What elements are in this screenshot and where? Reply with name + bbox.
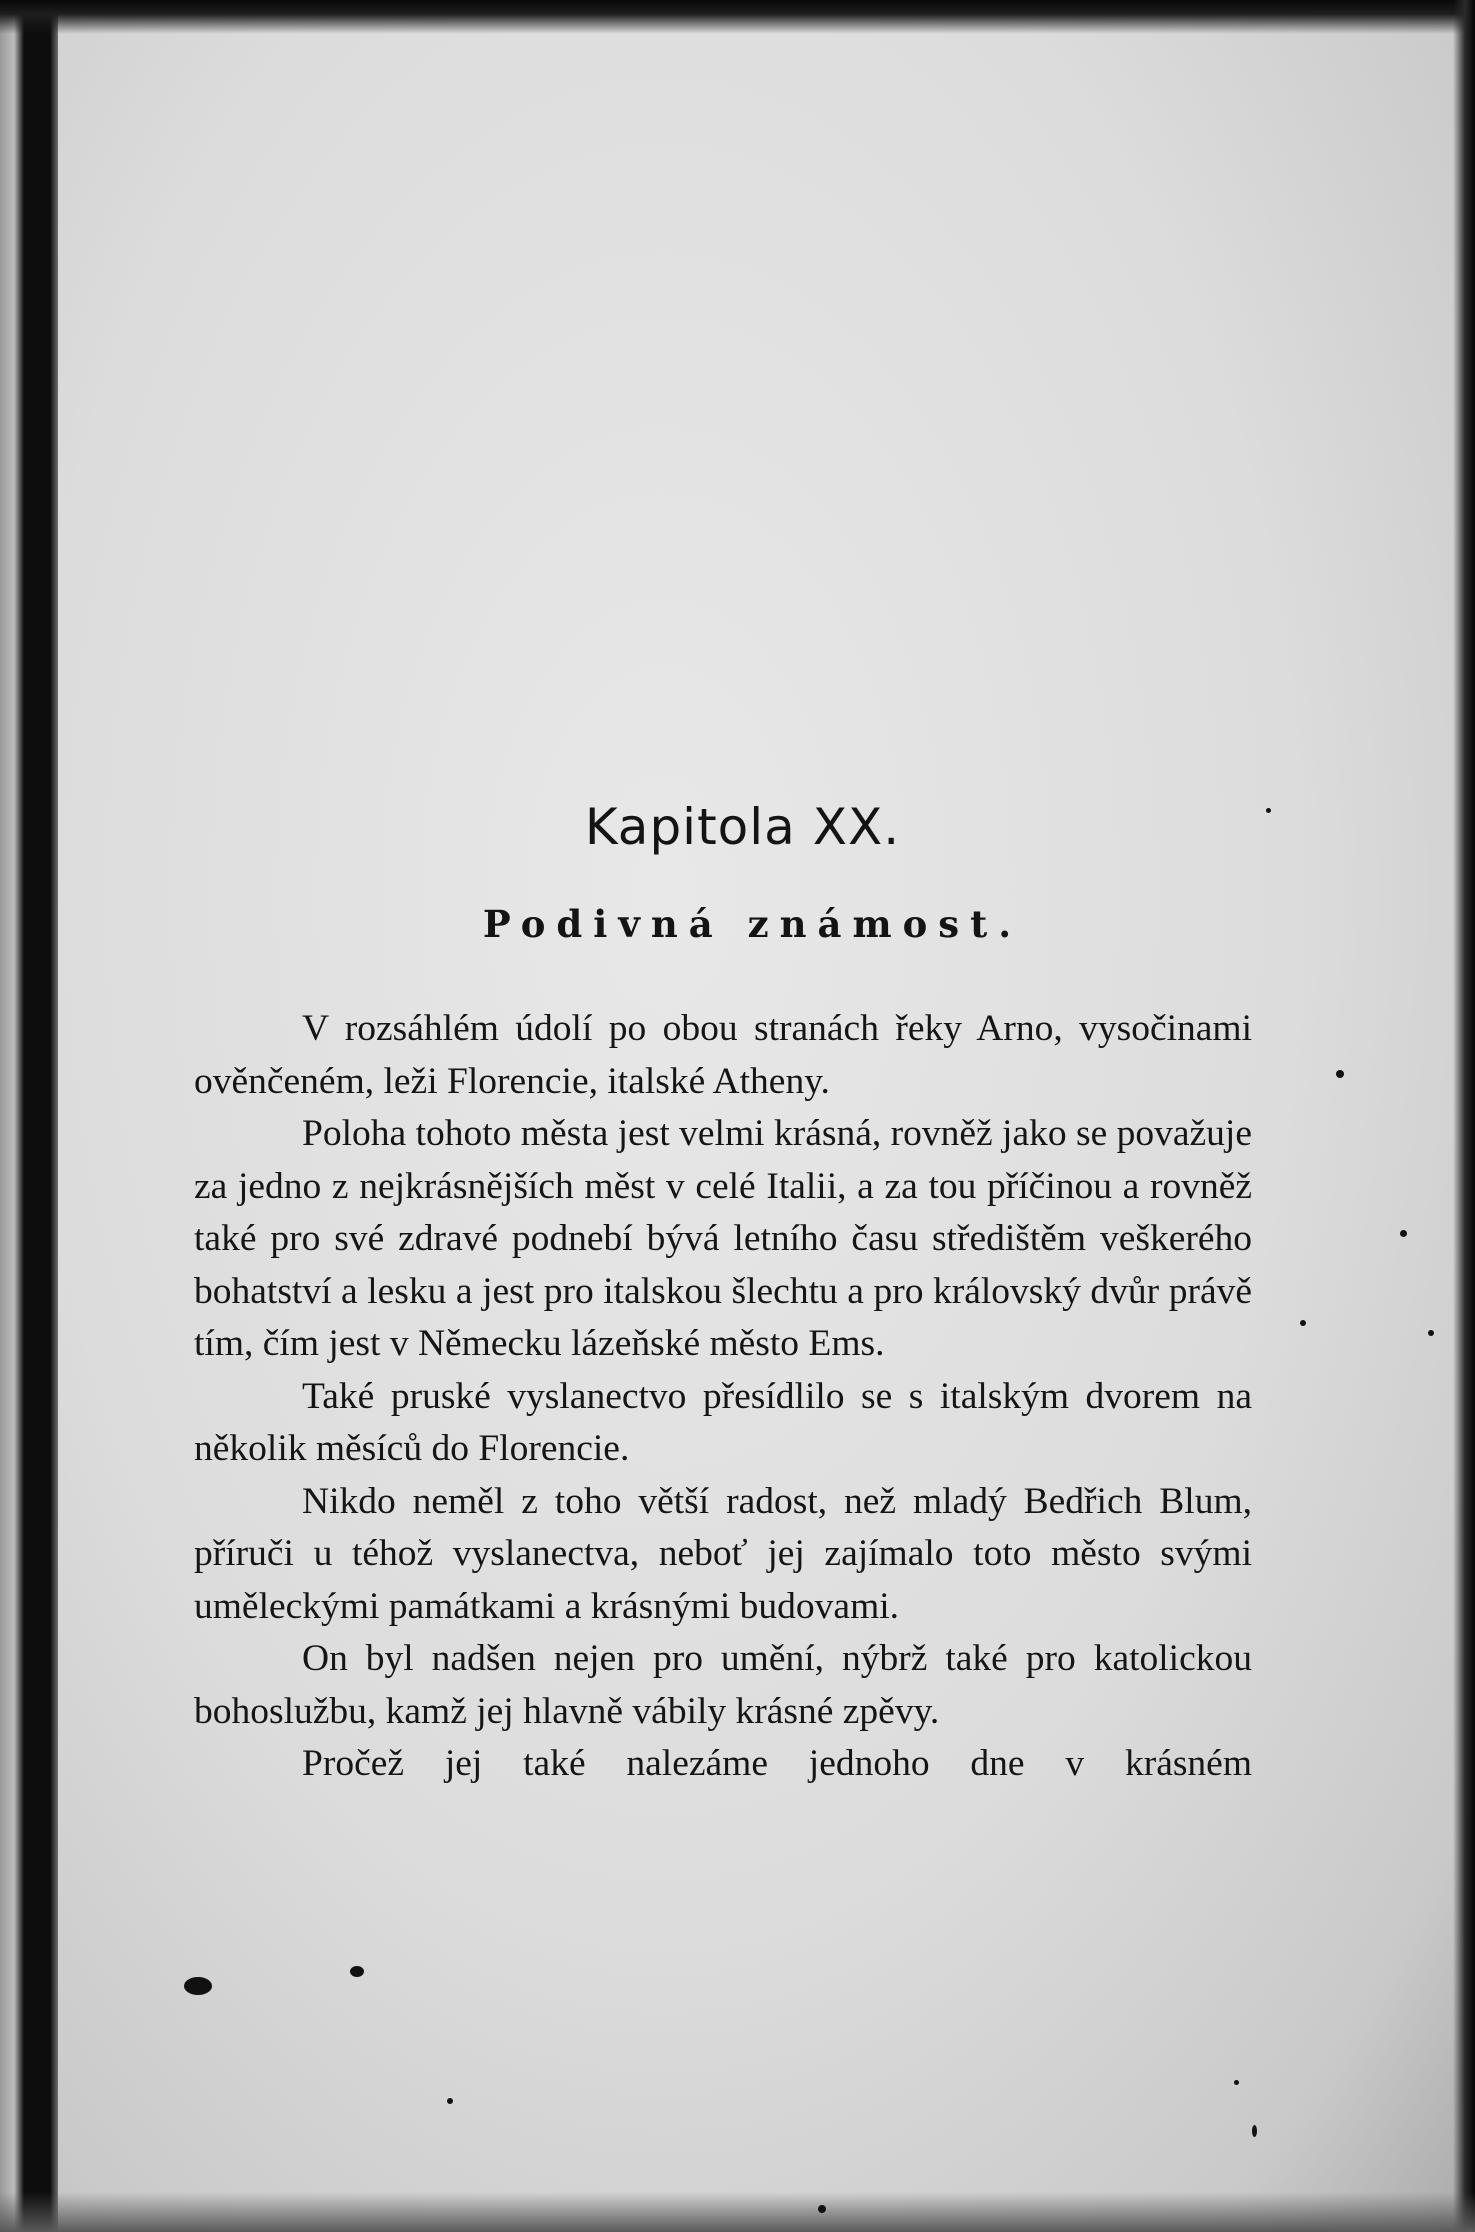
paragraph: On byl nadšen nejen pro umění, nýbrž také pro katolickou bohoslužbu, kamž jej hlavně vábily krásné zpěvy. — [194, 1638, 1252, 1732]
scan-speck — [1336, 1070, 1344, 1078]
paragraph: Poloha tohoto města jest velmi krásná, rovněž jako se považuje za jedno z nejkrásnějších měst v celé Italii, a za tou příčinou a rovněž také pro své zdravé podnebí bývá letního času středištěm veškerého bohatství a lesku a jest pro italskou šlechtu a pro královský dvůr právě tím, čím jest v Německu lázeňské město Ems. — [194, 1113, 1252, 1364]
scan-speck — [184, 1977, 212, 1995]
scan-speck — [447, 2098, 453, 2104]
scan-speck — [350, 1966, 364, 1977]
scan-speck — [1252, 2125, 1257, 2137]
paragraph: Také pruské vyslanectvo přesídlilo se s italským dvorem na několik měsíců do Florencie. — [194, 1375, 1252, 1469]
paragraph: Pročež jej také nalezáme jednoho dne v krásném — [302, 1743, 1252, 1784]
paragraph: Nikdo neměl z toho větší radost, než mladý Bedřich Blum, příruči u téhož vyslanectva, neboť jej zajímalo toto město svými uměleckými památkami a krásnými budovami. — [194, 1480, 1252, 1627]
page-binding-edge — [0, 0, 58, 2232]
scan-speck — [1400, 1230, 1407, 1237]
chapter-title: Kapitola XX. — [584, 798, 901, 856]
page-bottom-edge — [0, 2192, 1475, 2232]
scan-speck — [1300, 1320, 1306, 1326]
scan-speck — [1428, 1330, 1434, 1336]
page-right-edge — [1453, 0, 1475, 2232]
page-top-edge — [0, 0, 1475, 34]
chapter-subtitle: Podivná známost. — [482, 902, 1023, 946]
chapter-body — [194, 1003, 1252, 1791]
scan-speck — [818, 2205, 826, 2213]
paragraph: V rozsáhlém údolí po obou stranách řeky Arno, vysočinami ověnčeném, leži Florencie, italské Atheny. — [194, 1008, 1252, 1102]
scan-speck — [1234, 2080, 1239, 2085]
